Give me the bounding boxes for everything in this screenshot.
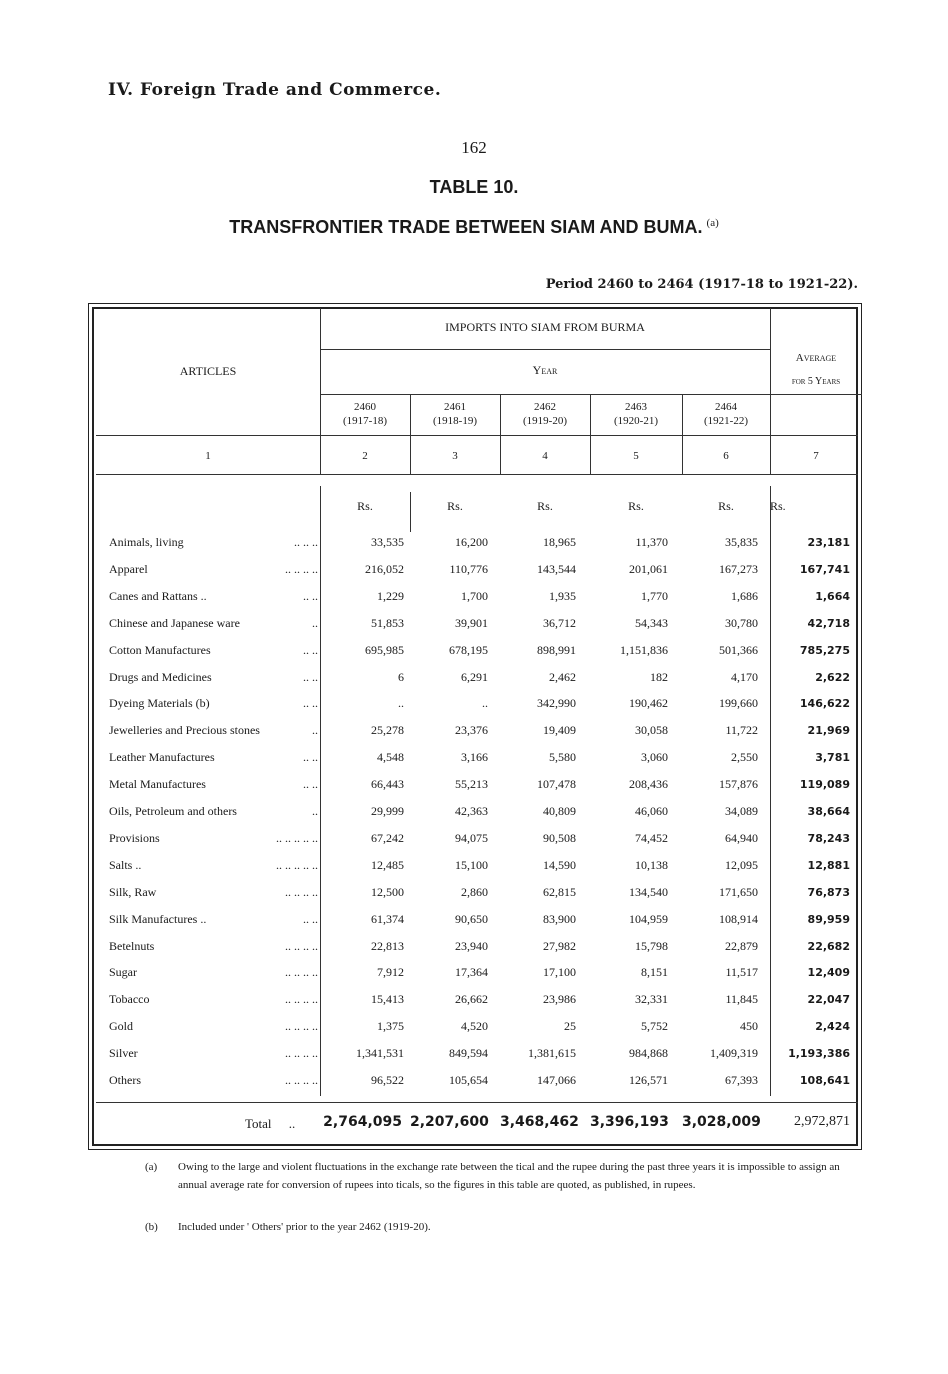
footnote-mark: (b) — [145, 1221, 158, 1233]
table-cell-average: 1,193,386 — [788, 1047, 850, 1060]
table-cell-value: 849,594 — [449, 1046, 488, 1060]
table-cell-value: 16,200 — [455, 535, 488, 549]
table-cell-average: 12,881 — [807, 859, 850, 872]
table-cell-value: 1,375 — [377, 1019, 404, 1033]
article-name: Leather Manufactures — [109, 750, 215, 764]
table-cell-average: 2,424 — [815, 1020, 850, 1033]
table-cell-value: 2,860 — [461, 885, 488, 899]
table-cell-value: 11,722 — [725, 723, 758, 737]
table-cell-value: 12,485 — [371, 858, 404, 872]
leader-dots: .. .. .. .. — [285, 1019, 318, 1033]
column-number: 3 — [452, 450, 458, 462]
table-cell-value: 2,550 — [731, 750, 758, 764]
table-cell-value: 2,462 — [549, 670, 576, 684]
table-cell-value: 678,195 — [449, 643, 488, 657]
total-leader-dots: .. — [288, 1116, 296, 1131]
table-cell-value: 15,100 — [455, 858, 488, 872]
unit-label: Rs. — [447, 499, 463, 513]
table-cell-value: 15,798 — [635, 939, 668, 953]
table-cell-value: 35,835 — [725, 535, 758, 549]
table-cell-value: 208,436 — [629, 777, 668, 791]
rule-under-colnums — [96, 474, 858, 475]
table-cell-average: 42,718 — [807, 617, 850, 630]
table-cell-value: 1,770 — [641, 589, 668, 603]
imports-header: IMPORTS INTO SIAM FROM BURMA — [445, 320, 645, 334]
leader-dots: .. .. — [303, 670, 318, 684]
table-cell-average: 2,622 — [815, 671, 850, 684]
table-cell-average: 76,873 — [807, 886, 850, 899]
table-cell-value: 3,060 — [641, 750, 668, 764]
unit-label: Rs. — [628, 499, 644, 513]
table-cell-value: 33,535 — [371, 535, 404, 549]
table-cell-value: 90,508 — [543, 831, 576, 845]
article-name: Oils, Petroleum and others — [109, 804, 237, 818]
table-cell-value: 96,522 — [371, 1073, 404, 1087]
total-label-text: Total — [245, 1116, 272, 1131]
column-number: 6 — [723, 450, 729, 462]
table-cell-value: 182 — [650, 670, 668, 684]
article-name: Cotton Manufactures — [109, 643, 211, 657]
table-cell-value: 110,776 — [449, 562, 488, 576]
leader-dots: .. .. — [303, 750, 318, 764]
leader-dots: .. .. .. .. .. — [276, 858, 318, 872]
table-cell-value: 11,845 — [725, 992, 758, 1006]
leader-dots: .. .. — [303, 912, 318, 926]
table-cell-value: 898,991 — [537, 643, 576, 657]
average-header: Average — [795, 352, 837, 364]
footnote-text: Owing to the large and violent fluctuations in the exchange rate between the tical and the rupee during the past three years it is impossible to assign an annual average rate for conversion of rupees into ticals, so the figures in this table are quoted, as published, in rupees. — [178, 1161, 840, 1191]
table-cell-value: 5,752 — [641, 1019, 668, 1033]
article-name: Silk, Raw — [109, 885, 157, 899]
table-cell-value: 61,374 — [371, 912, 404, 926]
table-cell-value: 18,965 — [543, 535, 576, 549]
leader-dots: .. .. .. .. — [285, 939, 318, 953]
unit-label: Rs. — [537, 499, 553, 513]
table-title — [0, 217, 948, 238]
table-cell-value: 29,999 — [371, 804, 404, 818]
table-cell-value: 54,343 — [635, 616, 668, 630]
leader-dots: .. .. .. .. — [285, 1046, 318, 1060]
table-cell-value: 1,381,615 — [528, 1046, 576, 1060]
year-label: 2462 — [534, 401, 556, 413]
table-cell-value: 190,462 — [629, 696, 668, 710]
section-heading: IV. Foreign Trade and Commerce. — [108, 80, 442, 100]
table-title-text: TRANSFRONTIER TRADE BETWEEN SIAM AND BUMA. — [229, 217, 703, 237]
table-cell-value: 1,151,836 — [620, 643, 668, 657]
year-label: 2461 — [444, 401, 466, 413]
article-name: Betelnuts — [109, 939, 155, 953]
table-cell-value: 695,985 — [365, 643, 404, 657]
article-name: Dyeing Materials (b) — [109, 696, 210, 710]
table-cell-value: 23,986 — [543, 992, 576, 1006]
table-cell-value: 1,935 — [549, 589, 576, 603]
table-cell-value: 1,686 — [731, 589, 758, 603]
table-cell-value: 67,242 — [371, 831, 404, 845]
table-cell-value: 51,853 — [371, 616, 404, 630]
table-cell-value: 147,066 — [537, 1073, 576, 1087]
year-label: 2460 — [354, 401, 376, 413]
table-cell-value: 62,815 — [543, 885, 576, 899]
table-cell-value: 342,990 — [537, 696, 576, 710]
table-cell-value: 17,364 — [455, 965, 488, 979]
leader-dots: .. — [312, 804, 318, 818]
leader-dots: .. .. — [303, 696, 318, 710]
table-cell-value: 126,571 — [629, 1073, 668, 1087]
table-cell-value: 55,213 — [455, 777, 488, 791]
table-cell-value: 32,331 — [635, 992, 668, 1006]
table-cell-value: 30,058 — [635, 723, 668, 737]
table-cell-value: 1,700 — [461, 589, 488, 603]
table-cell-value: 67,393 — [725, 1073, 758, 1087]
table-cell-value: 105,654 — [449, 1073, 488, 1087]
table-cell-value: 4,548 — [377, 750, 404, 764]
unit-label: Rs. — [770, 499, 786, 513]
table-cell-average: 3,781 — [815, 751, 850, 764]
article-name: Gold — [109, 1019, 133, 1033]
table-cell-value: 36,712 — [543, 616, 576, 630]
article-name: Others — [109, 1073, 141, 1087]
table-cell-value: 7,912 — [377, 965, 404, 979]
period-caption: Period 2460 to 2464 (1917-18 to 1921-22). — [545, 277, 858, 292]
table-cell-value: 40,809 — [543, 804, 576, 818]
table-cell-value: 157,876 — [719, 777, 758, 791]
table-cell-value: 1,229 — [377, 589, 404, 603]
average-header-sub: for 5 Years — [791, 376, 841, 387]
year-label: 2463 — [625, 401, 647, 413]
year-span: (1919-20) — [523, 415, 567, 427]
table-cell-average: 78,243 — [807, 832, 850, 845]
column-number: 2 — [362, 450, 368, 462]
column-number: 7 — [813, 450, 819, 462]
article-name: Drugs and Medicines — [109, 670, 212, 684]
table-cell-average: 21,969 — [807, 724, 850, 737]
leader-dots: .. .. — [303, 643, 318, 657]
table-cell-value: 25 — [564, 1019, 576, 1033]
year-header: Year — [532, 363, 558, 377]
table-cell-value: 34,089 — [725, 804, 758, 818]
table-cell-value: 4,170 — [731, 670, 758, 684]
table-cell-value: 39,901 — [455, 616, 488, 630]
year-label: 2464 — [715, 401, 737, 413]
footnote-mark: (a) — [145, 1161, 158, 1173]
table-cell-value: 23,376 — [455, 723, 488, 737]
table-cell-value: 90,650 — [455, 912, 488, 926]
table-cell-value: 6,291 — [461, 670, 488, 684]
table-cell-value: 22,879 — [725, 939, 758, 953]
table-cell-value: 5,580 — [549, 750, 576, 764]
table-cell-value: 984,868 — [629, 1046, 668, 1060]
total-value: 3,468,462 — [500, 1114, 579, 1130]
column-number: 1 — [205, 450, 211, 462]
table-cell-value: .. — [398, 696, 404, 710]
table-cell-value: 27,982 — [543, 939, 576, 953]
table-cell-value: 201,061 — [629, 562, 668, 576]
table-cell-value: 30,780 — [725, 616, 758, 630]
table-cell-value: 11,370 — [635, 535, 668, 549]
table-cell-value: 143,544 — [537, 562, 576, 576]
table-cell-average: 38,664 — [807, 805, 850, 818]
article-name: Sugar — [109, 965, 137, 979]
table-cell-average: 119,089 — [799, 778, 850, 791]
leader-dots: .. .. .. .. — [285, 1073, 318, 1087]
table-cell-value: 108,914 — [719, 912, 758, 926]
table-cell-value: 46,060 — [635, 804, 668, 818]
table-cell-value: 23,940 — [455, 939, 488, 953]
footnote — [145, 1218, 855, 1236]
table-cell-average: 89,959 — [807, 913, 850, 926]
leader-dots: .. .. — [303, 777, 318, 791]
table-cell-average: 12,409 — [807, 966, 850, 979]
rule-under-years — [96, 435, 858, 436]
table-cell-average: 167,741 — [799, 563, 850, 576]
leader-dots: .. .. .. .. — [285, 885, 318, 899]
total-average: 2,972,871 — [794, 1114, 850, 1129]
leader-dots: .. .. .. .. — [285, 965, 318, 979]
footnote — [145, 1158, 855, 1194]
column-number: 5 — [633, 450, 639, 462]
table-cell-value: 3,166 — [461, 750, 488, 764]
table-cell-value: 42,363 — [455, 804, 488, 818]
total-value: 3,396,193 — [590, 1114, 669, 1130]
table-cell-value: 19,409 — [543, 723, 576, 737]
leader-dots: .. .. — [303, 589, 318, 603]
article-name: Silver — [109, 1046, 138, 1060]
table-cell-average: 23,181 — [807, 536, 850, 549]
year-span: (1921-22) — [704, 415, 748, 427]
leader-dots: .. .. .. .. .. — [276, 831, 318, 845]
table-cell-value: 15,413 — [371, 992, 404, 1006]
table-cell-value: 74,452 — [635, 831, 668, 845]
rule-under-imports — [320, 349, 770, 350]
table-cell-value: 134,540 — [629, 885, 668, 899]
unit-label: Rs. — [357, 499, 373, 513]
table-cell-value: 501,366 — [719, 643, 758, 657]
table-cell-value: 107,478 — [537, 777, 576, 791]
leader-dots: .. — [312, 616, 318, 630]
article-name: Jewelleries and Precious stones — [109, 723, 260, 737]
table-cell-value: 12,500 — [371, 885, 404, 899]
table-cell-average: 785,275 — [799, 644, 850, 657]
table-cell-value: 64,940 — [725, 831, 758, 845]
table-cell-value: 25,278 — [371, 723, 404, 737]
table-cell-value: 17,100 — [543, 965, 576, 979]
year-span: (1918-19) — [433, 415, 477, 427]
table-cell-value: 104,959 — [629, 912, 668, 926]
table-cell-average: 22,047 — [807, 993, 850, 1006]
table-cell-value: .. — [482, 696, 488, 710]
rule-above-total — [96, 1102, 858, 1103]
table-cell-value: 94,075 — [455, 831, 488, 845]
article-name: Apparel — [109, 562, 148, 576]
unit-label: Rs. — [718, 499, 734, 513]
column-number: 4 — [542, 450, 548, 462]
title-footnote-mark: (a) — [706, 217, 719, 229]
table-cell-value: 450 — [740, 1019, 758, 1033]
year-span: (1917-18) — [343, 415, 387, 427]
article-name: Animals, living — [109, 535, 184, 549]
table-cell-value: 8,151 — [641, 965, 668, 979]
table-cell-value: 199,660 — [719, 696, 758, 710]
table-cell-value: 22,813 — [371, 939, 404, 953]
leader-dots: .. .. .. .. — [285, 992, 318, 1006]
table-cell-average: 1,664 — [815, 590, 850, 603]
article-name: Canes and Rattans .. — [109, 589, 207, 603]
article-name: Tobacco — [109, 992, 150, 1006]
table-cell-value: 11,517 — [725, 965, 758, 979]
year-span: (1920-21) — [614, 415, 658, 427]
leader-dots: .. .. .. — [294, 535, 318, 549]
page-number: 162 — [461, 138, 487, 157]
table-cell-value: 167,273 — [719, 562, 758, 576]
table-cell-value: 12,095 — [725, 858, 758, 872]
leader-dots: .. .. .. .. — [285, 562, 318, 576]
table-cell-value: 83,900 — [543, 912, 576, 926]
table-cell-value: 10,138 — [635, 858, 668, 872]
article-name: Chinese and Japanese ware — [109, 616, 240, 630]
table-number: TABLE 10. — [429, 177, 519, 197]
article-name: Salts .. — [109, 858, 142, 872]
total-value: 2,764,095 — [323, 1114, 402, 1130]
total-value: 3,028,009 — [682, 1114, 761, 1130]
table-cell-value: 66,443 — [371, 777, 404, 791]
total-label — [245, 1116, 295, 1132]
table-cell-average: 146,622 — [799, 697, 850, 710]
articles-header: ARTICLES — [179, 364, 237, 378]
article-name: Metal Manufactures — [109, 777, 206, 791]
table-cell-average: 22,682 — [807, 940, 850, 953]
table-cell-value: 4,520 — [461, 1019, 488, 1033]
total-value: 2,207,600 — [410, 1114, 489, 1130]
footnote-text: Included under ' Others' prior to the year 2462 (1919-20). — [178, 1221, 431, 1233]
table-cell-value: 6 — [398, 670, 404, 684]
table-cell-value: 171,650 — [719, 885, 758, 899]
rule-under-year — [320, 394, 862, 395]
article-name: Silk Manufactures .. — [109, 912, 207, 926]
table-cell-value: 14,590 — [543, 858, 576, 872]
table-cell-average: 108,641 — [799, 1074, 850, 1087]
article-name: Provisions — [109, 831, 160, 845]
leader-dots: .. — [312, 723, 318, 737]
table-cell-value: 26,662 — [455, 992, 488, 1006]
table-cell-value: 216,052 — [365, 562, 404, 576]
table-cell-value: 1,341,531 — [356, 1046, 404, 1060]
table-cell-value: 1,409,319 — [710, 1046, 758, 1060]
